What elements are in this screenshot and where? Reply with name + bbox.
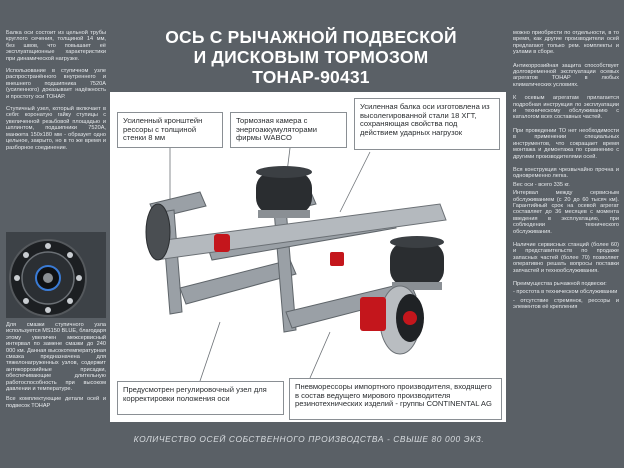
right-paragraph-4: При проведении ТО нет необходимости в применении специальных инструментов, что сокращает время монтажа и демонтажа по сравнению с другими производителями осей.	[513, 127, 619, 160]
left-paragraph-3: Ступичный узел, который включает в себя: коронатую гайку ступицы с увеличенной резьбовой площадью и шплинтом, подшипники 7520А, манжета 150х180 мм - образует одно цельное, закрыто, но в то же время и разборное соединение.	[6, 106, 106, 151]
hub-image	[6, 232, 106, 318]
right-paragraph-8: Наличие сервисных станций (более 60) и представительств по продаже запасных частей (более 70) позволяет оперативно решать вопросы поставки запчастей и технообслуживания.	[513, 241, 619, 274]
page-title	[130, 27, 492, 87]
right-paragraph-6: Вес оси - всего 335 кг.	[513, 181, 570, 188]
right-column	[513, 30, 619, 318]
right-paragraph-11: - отсутствие стремянок, рессоры и элементов её крепления	[513, 297, 619, 311]
title-line-3: ТОНАР-90431	[252, 67, 370, 87]
right-paragraph-3: К осевым агрегатам прилагается подробная инструкция по эксплуатации и техническому обслуживанию с каталогом всех составных частей.	[513, 95, 619, 121]
left-column-bottom	[6, 322, 106, 413]
title-line-1: ОСЬ С РЫЧАЖНОЙ ПОДВЕСКОЙ	[165, 27, 457, 47]
left-paragraph-2: Использование в ступичном узле распространённого внутреннего и внешнего подшипника 7520А (усиленного) доказывает надёжность и простоту оси ТОНАР.	[6, 68, 106, 100]
callout-brake-chamber: Тормозная камера с энергоаккумуляторами фирмы WABCO	[230, 112, 347, 148]
right-paragraph-2: Антикоррозийная защита способствует долговременной эксплуатации осевых агрегатов ТОНАР в любых климатических условиях.	[513, 62, 619, 88]
callout-bracket: Усиленный кронштейн рессоры с толщиной стенки 8 мм	[117, 112, 223, 148]
right-paragraph-7: Интервал между сервисным обслуживанием (с 20 до 60 тысяч км). Гарантийный срок на осевой агрегат составляет до 36 месяцев с момента введения в эксплуатацию, при соблюдении технического обслуживания.	[513, 190, 619, 235]
callout-air-springs: Пневморессоры импортного производителя, входящего в состав ведущего мирового производителя резинотехнических изделий - группы CONTINENTAL AG	[289, 378, 502, 420]
right-paragraph-10: - простота в техническом обслуживании	[513, 289, 618, 296]
left-paragraph-5: Все комплектующие детали осей и подвесок ТОНАР	[6, 396, 106, 409]
title-line-2: И ДИСКОВЫМ ТОРМОЗОМ	[193, 47, 429, 67]
footer-slogan: КОЛИЧЕСТВО ОСЕЙ СОБСТВЕННОГО ПРОИЗВОДСТВА - СВЫШЕ 80 000 ЭКЗ.	[133, 434, 485, 444]
left-paragraph-1: Балка оси состоит из цельной трубы круглого сечения, толщиной 14 мм, без швов, что повышает её эксплуатационные характеристики при динамической нагрузке.	[6, 30, 106, 62]
right-paragraph-9: Преимущества рычажной подвески:	[513, 281, 607, 287]
right-paragraph-1: можно приобрести по отдельности, в то время, как другие производители осей предлагают только рем. комплекты и узлами в сборе.	[513, 30, 619, 56]
left-paragraph-4: Для смазки ступичного узла используется MS150 BLUE, благодаря этому увеличен межсервисный интервал по замене смазки до 240 000 км. Данная высокотемпературная смазка предназначена для тяжелонагруженных узлов, содержит антикоррозийные присадки, обеспечивающие длительную работоспособность при высоком давлении и температуре.	[6, 322, 106, 393]
left-column	[6, 30, 106, 157]
callout-axle-beam: Усиленная балка оси изготовлена из высолегированной стали 18 ХГТ, сохраняющая свойства под действием ударных нагрузок	[354, 98, 500, 150]
right-paragraph-5: Вся конструкция чрезвычайно прочна и одновременно легка.	[513, 166, 619, 180]
callout-adjustment-unit: Предусмотрен регулировочный узел для корректировки положения оси	[117, 381, 284, 415]
